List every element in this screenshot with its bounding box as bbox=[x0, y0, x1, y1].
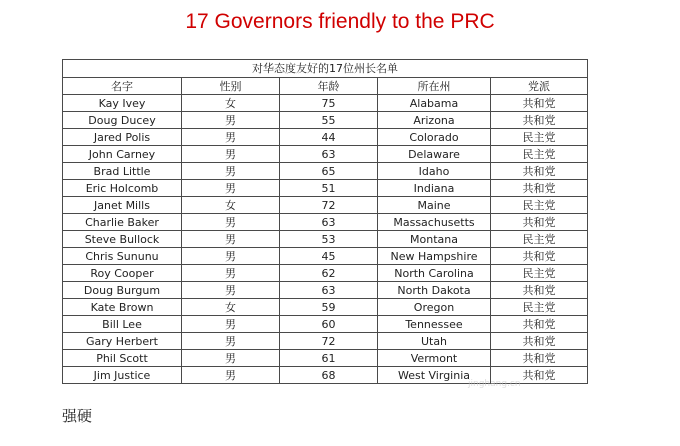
cell-state: Colorado bbox=[378, 129, 491, 146]
cell-party: 民主党 bbox=[491, 299, 588, 316]
cell-age: 53 bbox=[280, 231, 378, 248]
cell-age: 60 bbox=[280, 316, 378, 333]
cell-party: 共和党 bbox=[491, 316, 588, 333]
cell-state: North Carolina bbox=[378, 265, 491, 282]
cell-age: 72 bbox=[280, 333, 378, 350]
cell-age: 63 bbox=[280, 146, 378, 163]
column-header-name: 名字 bbox=[63, 78, 182, 95]
cell-state: Montana bbox=[378, 231, 491, 248]
cell-gender: 男 bbox=[182, 265, 280, 282]
cell-state: New Hampshire bbox=[378, 248, 491, 265]
table-row bbox=[63, 112, 588, 129]
cell-age: 61 bbox=[280, 350, 378, 367]
cell-party: 共和党 bbox=[491, 248, 588, 265]
cell-age: 55 bbox=[280, 112, 378, 129]
cell-age: 63 bbox=[280, 282, 378, 299]
column-header-party: 党派 bbox=[491, 78, 588, 95]
cell-age: 59 bbox=[280, 299, 378, 316]
cell-age: 51 bbox=[280, 180, 378, 197]
cell-name: Kate Brown bbox=[63, 299, 182, 316]
cell-state: Alabama bbox=[378, 95, 491, 112]
table-row bbox=[63, 180, 588, 197]
cell-party: 民主党 bbox=[491, 197, 588, 214]
cell-name: Roy Cooper bbox=[63, 265, 182, 282]
table-row bbox=[63, 214, 588, 231]
table-body bbox=[63, 95, 588, 384]
table-row bbox=[63, 95, 588, 112]
cell-party: 共和党 bbox=[491, 367, 588, 384]
cell-state: Utah bbox=[378, 333, 491, 350]
column-header-state: 所在州 bbox=[378, 78, 491, 95]
cell-party: 共和党 bbox=[491, 282, 588, 299]
cell-age: 68 bbox=[280, 367, 378, 384]
watermark: jinghang.cn bbox=[468, 379, 521, 389]
cell-gender: 男 bbox=[182, 316, 280, 333]
cell-age: 72 bbox=[280, 197, 378, 214]
cell-state: Arizona bbox=[378, 112, 491, 129]
cell-name: Bill Lee bbox=[63, 316, 182, 333]
table-row bbox=[63, 282, 588, 299]
cell-age: 62 bbox=[280, 265, 378, 282]
cell-party: 民主党 bbox=[491, 265, 588, 282]
table-row bbox=[63, 316, 588, 333]
cell-party: 共和党 bbox=[491, 214, 588, 231]
page-title: 17 Governors friendly to the PRC bbox=[185, 10, 495, 33]
cell-age: 44 bbox=[280, 129, 378, 146]
cell-state: Tennessee bbox=[378, 316, 491, 333]
cell-age: 45 bbox=[280, 248, 378, 265]
cell-state: North Dakota bbox=[378, 282, 491, 299]
cell-party: 民主党 bbox=[491, 129, 588, 146]
cell-age: 63 bbox=[280, 214, 378, 231]
cell-party: 共和党 bbox=[491, 112, 588, 129]
table-row bbox=[63, 350, 588, 367]
cell-name: Jim Justice bbox=[63, 367, 182, 384]
cell-party: 共和党 bbox=[491, 333, 588, 350]
table-header-row bbox=[63, 78, 588, 95]
cell-gender: 女 bbox=[182, 95, 280, 112]
cell-state: Delaware bbox=[378, 146, 491, 163]
cell-gender: 女 bbox=[182, 197, 280, 214]
cell-name: Phil Scott bbox=[63, 350, 182, 367]
cell-name: Chris Sununu bbox=[63, 248, 182, 265]
cell-name: Eric Holcomb bbox=[63, 180, 182, 197]
cell-name: Kay Ivey bbox=[63, 95, 182, 112]
cell-party: 民主党 bbox=[491, 231, 588, 248]
cell-gender: 男 bbox=[182, 180, 280, 197]
table-row bbox=[63, 333, 588, 350]
table-row bbox=[63, 197, 588, 214]
cell-gender: 女 bbox=[182, 299, 280, 316]
table-row bbox=[63, 265, 588, 282]
cell-gender: 男 bbox=[182, 214, 280, 231]
cell-age: 75 bbox=[280, 95, 378, 112]
table-caption: 对华态度友好的17位州长名单 bbox=[63, 60, 588, 78]
cell-party: 民主党 bbox=[491, 146, 588, 163]
governors-table bbox=[62, 59, 588, 384]
cell-state: Oregon bbox=[378, 299, 491, 316]
cell-gender: 男 bbox=[182, 129, 280, 146]
table-row bbox=[63, 299, 588, 316]
table-row bbox=[63, 129, 588, 146]
cell-gender: 男 bbox=[182, 350, 280, 367]
cell-gender: 男 bbox=[182, 282, 280, 299]
cell-name: Janet Mills bbox=[63, 197, 182, 214]
cell-party: 共和党 bbox=[491, 163, 588, 180]
cell-party: 共和党 bbox=[491, 350, 588, 367]
table-row bbox=[63, 163, 588, 180]
table-row bbox=[63, 231, 588, 248]
cell-gender: 男 bbox=[182, 248, 280, 265]
cell-gender: 男 bbox=[182, 231, 280, 248]
cell-name: Gary Herbert bbox=[63, 333, 182, 350]
cell-name: Doug Burgum bbox=[63, 282, 182, 299]
cell-gender: 男 bbox=[182, 163, 280, 180]
cell-gender: 男 bbox=[182, 112, 280, 129]
column-header-gender: 性别 bbox=[182, 78, 280, 95]
cell-party: 共和党 bbox=[491, 180, 588, 197]
cell-age: 65 bbox=[280, 163, 378, 180]
cell-gender: 男 bbox=[182, 333, 280, 350]
cell-name: Charlie Baker bbox=[63, 214, 182, 231]
cell-state: Vermont bbox=[378, 350, 491, 367]
cell-state: Maine bbox=[378, 197, 491, 214]
cell-party: 共和党 bbox=[491, 95, 588, 112]
table-row bbox=[63, 248, 588, 265]
table-row bbox=[63, 146, 588, 163]
cell-name: Jared Polis bbox=[63, 129, 182, 146]
cell-state: West Virginia bbox=[378, 367, 491, 384]
cell-state: Indiana bbox=[378, 180, 491, 197]
cell-name: Brad Little bbox=[63, 163, 182, 180]
cell-state: Massachusetts bbox=[378, 214, 491, 231]
cell-name: Doug Ducey bbox=[63, 112, 182, 129]
cell-state: Idaho bbox=[378, 163, 491, 180]
cell-name: John Carney bbox=[63, 146, 182, 163]
table-caption-row bbox=[63, 60, 588, 78]
column-header-age: 年龄 bbox=[280, 78, 378, 95]
cell-name: Steve Bullock bbox=[63, 231, 182, 248]
cell-gender: 男 bbox=[182, 367, 280, 384]
footnote-text: 强硬 bbox=[62, 407, 93, 425]
cell-gender: 男 bbox=[182, 146, 280, 163]
